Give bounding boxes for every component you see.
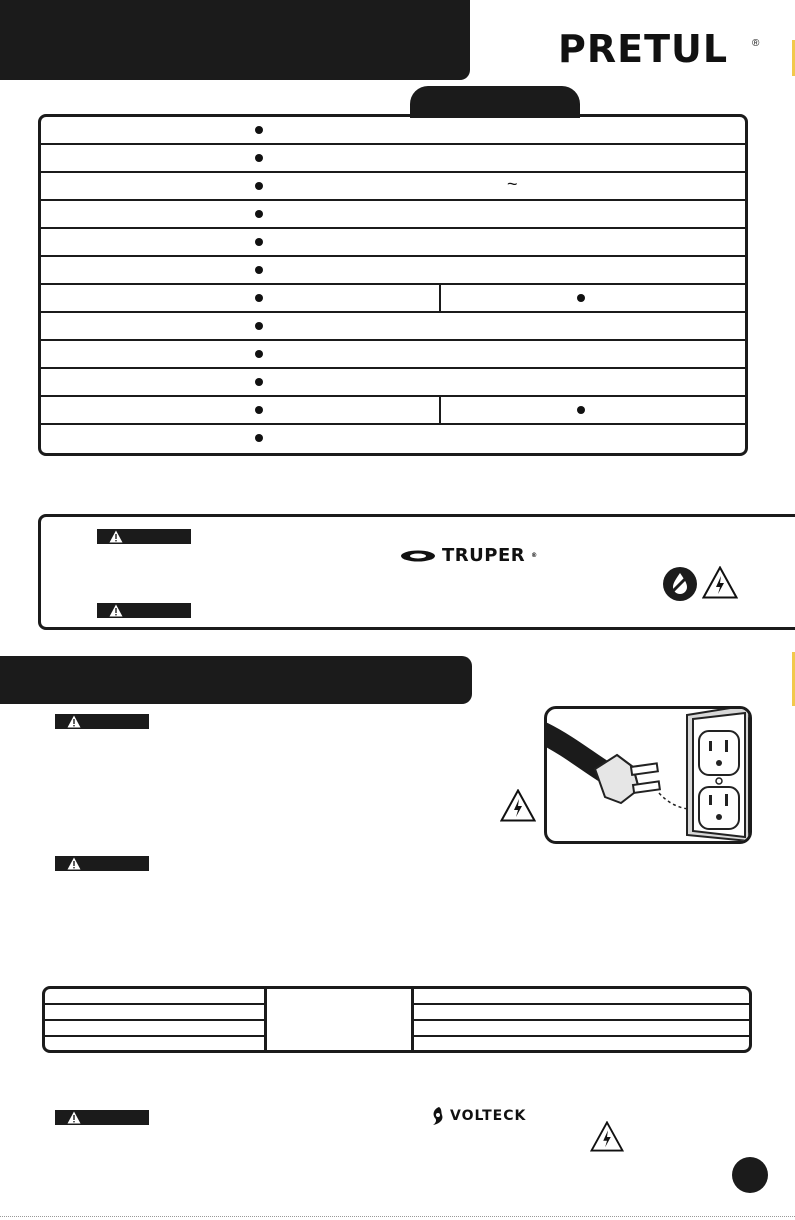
warning-triangle-icon — [67, 857, 81, 870]
bullet-dot — [255, 126, 263, 134]
bullet-dot — [255, 154, 263, 162]
electric-shock-icon — [590, 1121, 624, 1152]
bullet-dot — [255, 266, 263, 274]
bullet-dot — [255, 378, 263, 386]
truper-wordmark: TRUPER — [442, 545, 526, 566]
section-banner — [0, 656, 472, 704]
bullet-dot — [255, 322, 263, 330]
volteck-logo — [430, 1106, 526, 1126]
spec-row — [41, 201, 745, 229]
warning-triangle-icon — [109, 530, 123, 543]
title-banner — [0, 0, 470, 80]
spec-row — [41, 145, 745, 173]
spec-row — [41, 257, 745, 285]
small-table-col — [45, 989, 265, 1050]
spec-row — [41, 397, 745, 425]
spec-row — [41, 425, 745, 453]
spec-row — [41, 369, 745, 397]
spec-row — [41, 229, 745, 257]
column-divider — [439, 285, 441, 311]
truper-logo — [400, 545, 538, 566]
registered-mark: ® — [752, 38, 760, 49]
warning-badge — [55, 856, 149, 871]
small-table — [42, 986, 752, 1053]
bullet-dot — [577, 406, 585, 414]
plug-icon — [547, 709, 749, 841]
column-divider — [439, 397, 441, 423]
spec-row — [41, 341, 745, 369]
bullet-dot — [255, 434, 263, 442]
bullet-dot — [255, 210, 263, 218]
spec-table — [38, 114, 748, 456]
small-table-col — [414, 989, 749, 1050]
spec-row — [41, 285, 745, 313]
electric-shock-icon — [702, 566, 738, 599]
warning-badge — [55, 1110, 149, 1125]
bullet-dot — [255, 182, 263, 190]
warning-triangle-icon — [67, 715, 81, 728]
warning-triangle-icon — [109, 604, 123, 617]
bullet-dot — [255, 294, 263, 302]
spec-row — [41, 173, 745, 201]
trim-line — [0, 1216, 795, 1217]
electric-shock-icon — [500, 789, 536, 822]
small-table-col — [264, 989, 414, 1050]
bullet-dot — [577, 294, 585, 302]
volteck-emblem-icon — [430, 1106, 446, 1126]
bullet-dot — [255, 406, 263, 414]
spec-row — [41, 313, 745, 341]
truper-emblem-icon — [400, 550, 436, 562]
pretul-logo: PRETUL — [558, 27, 729, 71]
warning-badge — [97, 603, 191, 618]
volteck-wordmark: VOLTECK — [450, 1108, 527, 1124]
no-water-icon — [662, 566, 698, 602]
bullet-dot — [255, 238, 263, 246]
plug-outlet-illustration — [544, 706, 752, 844]
ac-tilde: ~ — [507, 174, 518, 194]
warning-badge — [97, 529, 191, 544]
page-number-badge — [732, 1157, 768, 1193]
bullet-dot — [255, 350, 263, 358]
truper-mark: ® — [531, 552, 538, 559]
spec-row — [41, 117, 745, 145]
warning-badge — [55, 714, 149, 729]
warning-triangle-icon — [67, 1111, 81, 1124]
